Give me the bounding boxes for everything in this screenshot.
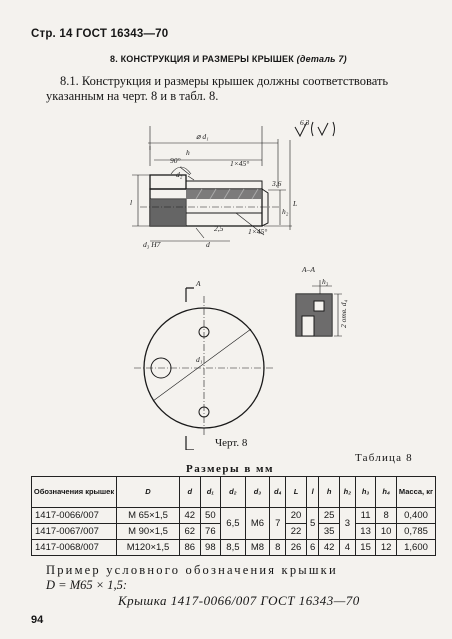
cell-designation: 1417-0068/007 (32, 540, 117, 556)
label-d: d (206, 240, 210, 249)
paragraph-line-1: 8.1. Конструкция и размеры крышек должны соответствовать (60, 74, 389, 88)
figure-caption: Черт. 8 (215, 437, 248, 449)
label-d2: d₂ (176, 170, 183, 179)
section-title-text: 8. КОНСТРУКЦИЯ И РАЗМЕРЫ КРЫШЕК (110, 54, 294, 64)
header-d: d (180, 477, 201, 508)
label-s: 3,6 (272, 179, 282, 188)
table-row (32, 508, 436, 524)
cell-d: 42 (180, 508, 201, 524)
cell-L: 20 (286, 508, 307, 524)
label-holes: 2 отв. d₄ (339, 299, 348, 328)
cell-d: 86 (180, 540, 201, 556)
cell-h4: 8 (376, 508, 397, 524)
header-mass: Масса, кг (397, 477, 436, 508)
label-r: 2,5 (214, 224, 224, 233)
cell-h3: 13 (355, 524, 376, 540)
cell-mass: 0,785 (397, 524, 436, 540)
cell-h: 25 (319, 508, 340, 524)
cell-mass: 0,400 (397, 508, 436, 524)
cell-h: 42 (319, 540, 340, 556)
header-d3: d₃ (245, 477, 270, 508)
header-h3: h₃ (355, 477, 376, 508)
header-h2: h₂ (339, 477, 355, 508)
cell-d1: 50 (200, 508, 221, 524)
cell-d: 62 (180, 524, 201, 540)
cell-d2-merged: 6,5 (221, 508, 246, 540)
header-h4: h₄ (376, 477, 397, 508)
cell-h3: 15 (355, 540, 376, 556)
cell-d1: 98 (200, 540, 221, 556)
label-chamfer-1: 1×45° (230, 159, 250, 168)
cell-L: 26 (286, 540, 307, 556)
label-dia-d1: ⌀ d₁ (196, 132, 209, 141)
table-title: Размеры в мм (186, 463, 274, 475)
header-d1: d₁ (200, 477, 221, 508)
cell-mass: 1,600 (397, 540, 436, 556)
cell-h2: 4 (339, 540, 355, 556)
cover-front-view (134, 288, 274, 450)
cell-D: M120×1,5 (117, 540, 180, 556)
cell-L: 22 (286, 524, 307, 540)
cell-designation: 1417-0067/007 (32, 524, 117, 540)
label-b3: h₃ (322, 277, 329, 286)
paragraph-line-2: указанным на черт. 8 и в табл. 8. (46, 89, 219, 103)
label-d1-front: d₁ (196, 355, 203, 364)
header-L: L (286, 477, 307, 508)
cell-D: M 90×1,5 (117, 524, 180, 540)
cell-h4: 10 (376, 524, 397, 540)
section-a-a-view (296, 280, 342, 336)
example-designation: Крышка 1417-0066/007 ГОСТ 16343—70 (118, 593, 360, 608)
label-d3: d₃ H7 (143, 240, 161, 249)
page-header: Стр. 14 ГОСТ 16343—70 (31, 28, 169, 40)
header-d2: d₂ (221, 477, 246, 508)
cell-l: 6 (306, 540, 319, 556)
header-l: l (306, 477, 319, 508)
label-b2: h₂ (282, 207, 289, 216)
cell-d3: M8 (245, 540, 270, 556)
page-number: 94 (31, 614, 44, 626)
cell-d4-merged: 7 (270, 508, 286, 540)
dimensions-table (31, 476, 436, 556)
table-label: Таблица 8 (355, 452, 413, 464)
label-chamfer-2: 1×45° (248, 227, 268, 236)
label-l: l (130, 198, 133, 207)
label-h: h (186, 148, 190, 157)
roughness-label: 6,3 (300, 118, 310, 127)
cell-h3: 11 (355, 508, 376, 524)
cell-designation: 1417-0066/007 (32, 508, 117, 524)
header-h: h (319, 477, 340, 508)
header-designation: Обозначения крышек (32, 477, 117, 508)
header-d4: d₄ (270, 477, 286, 508)
cell-d2: 8,5 (221, 540, 246, 556)
label-L: L (293, 199, 298, 208)
cell-h4: 12 (376, 540, 397, 556)
cell-d3-merged: M6 (245, 508, 270, 540)
table-header-row (32, 477, 436, 508)
cell-h2-merged: 3 (339, 508, 355, 540)
cover-section-view (132, 126, 292, 241)
table-row (32, 540, 436, 556)
label-section-a-a: А–А (302, 265, 315, 274)
label-view-a-top: А (196, 279, 201, 288)
cell-h: 35 (319, 524, 340, 540)
example-parameter: D = M65 × 1,5: (46, 578, 128, 592)
section-detail: (деталь 7) (296, 54, 347, 64)
header-D: D (117, 477, 180, 508)
cell-D: M 65×1,5 (117, 508, 180, 524)
label-angle: 90° (170, 156, 181, 165)
example-heading: Пример условного обозначения крышки (46, 563, 338, 577)
cell-l-merged: 5 (306, 508, 319, 540)
cell-d4: 8 (270, 540, 286, 556)
cell-d1: 76 (200, 524, 221, 540)
